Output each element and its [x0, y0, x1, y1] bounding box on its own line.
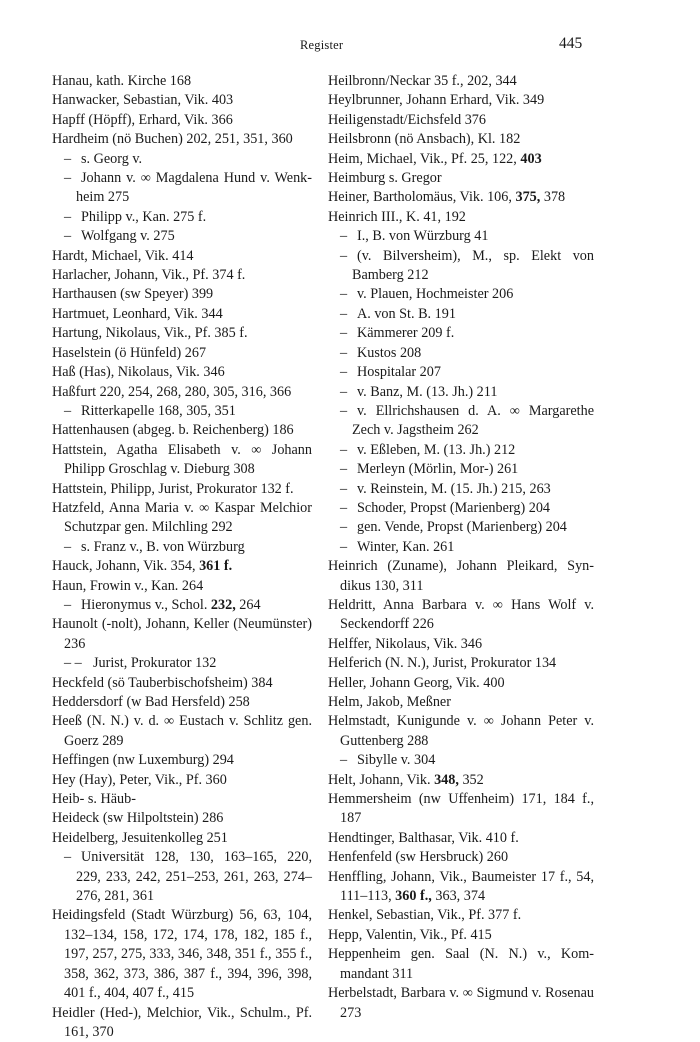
- index-entry: [52, 751, 312, 770]
- index-entry-text: Heideck (sw Hilpoltstein) 286: [52, 810, 223, 826]
- subentry-dash: –: [340, 285, 357, 304]
- subentry-dash: –: [64, 227, 81, 246]
- index-entry: [328, 790, 594, 829]
- index-entry: [328, 926, 594, 945]
- index-entry-text: 363, 374: [432, 888, 485, 904]
- index-entry: [328, 674, 594, 693]
- index-entry: [328, 635, 594, 654]
- index-entry-text: Hanwacker, Sebastian, Vik. 403: [52, 92, 233, 108]
- index-entry: [328, 868, 594, 907]
- index-entry: [328, 557, 594, 596]
- index-subentry: [52, 538, 312, 557]
- index-subentry: [52, 208, 312, 227]
- index-entry: [52, 363, 312, 382]
- index-entry-text: s. Franz v., B. von Würzburg: [81, 539, 245, 555]
- subentry-dash: –: [340, 324, 357, 343]
- index-entry: [328, 130, 594, 149]
- subentry-dash: –: [64, 596, 81, 615]
- index-entry-text: Heim, Michael, Vik., Pf. 25, 122,: [328, 151, 520, 167]
- index-entry-text: Merleyn (Mörlin, Mor-) 261: [357, 461, 518, 477]
- index-entry: [52, 130, 312, 149]
- index-column-left: [52, 72, 312, 1042]
- index-subentry: [52, 848, 312, 906]
- subentry-dash: –: [64, 848, 81, 867]
- index-subentry: [52, 227, 312, 246]
- index-entry-text: Heinrich (Zuname), Johann Pleikard, Syndikus 130, 311: [328, 558, 594, 593]
- index-entry-text: s. Georg v.: [81, 151, 142, 167]
- index-subentry: [328, 751, 594, 770]
- page-header: [0, 38, 700, 58]
- index-entry-text: Heckfeld (sö Tauberbischofsheim) 384: [52, 675, 273, 691]
- index-entry: [52, 499, 312, 538]
- index-entry-text: Heppenheim gen. Saal (N. N.) v., Kommandant 311: [328, 946, 594, 981]
- index-entry-text: Sibylle v. 304: [357, 752, 435, 768]
- index-subentry: [52, 402, 312, 421]
- page-number: 445: [559, 35, 582, 53]
- subentry-dash: –: [340, 499, 357, 518]
- index-entry: [52, 344, 312, 363]
- index-entry-text: 264: [236, 597, 261, 613]
- index-entry-text: Haßfurt 220, 254, 268, 280, 305, 316, 366: [52, 384, 291, 400]
- index-entry-text: Universität 128, 130, 163–165, 220, 229, 233, 242, 251–253, 261, 263, 274–276, 281, 361: [76, 849, 312, 904]
- subentry-dash: –: [340, 751, 357, 770]
- index-entry-text: Heffingen (nw Luxemburg) 294: [52, 752, 234, 768]
- index-entry-text: v. Plauen, Hochmeister 206: [357, 286, 513, 302]
- index-entry-text: Helffer, Nikolaus, Vik. 346: [328, 636, 482, 652]
- index-subentry: [328, 344, 594, 363]
- index-entry-text: Winter, Kan. 261: [357, 539, 454, 555]
- index-entry-text: v. Reinstein, M. (15. Jh.) 215, 263: [357, 481, 551, 497]
- index-entry-text: v. Banz, M. (13. Jh.) 211: [357, 384, 497, 400]
- index-entry-text: Henkel, Sebastian, Vik., Pf. 377 f.: [328, 907, 521, 923]
- subentry-dash: –: [64, 208, 81, 227]
- index-entry: [52, 441, 312, 480]
- index-column-right: [328, 72, 594, 1023]
- index-entry: [52, 383, 312, 402]
- index-entry-text: Heidingsfeld (Stadt Würzburg) 56, 63, 104, 132–134, 158, 172, 174, 178, 182, 185 f., 197, 257, 275, 333, 346, 348, 351 f., 355 f., 358, 362, 373, 386, 387 f., 394, 396, 398, 401 f., 404, 407 f., 415: [52, 907, 312, 1001]
- index-entry-text: Helferich (N. N.), Jurist, Prokurator 134: [328, 655, 556, 671]
- index-entry-text: Haunolt (-nolt), Johann, Keller (Neumünster) 236: [52, 616, 312, 651]
- index-entry-text: Helmstadt, Kunigunde v. ∞ Johann Peter v. Guttenberg 288: [328, 713, 594, 748]
- index-entry-text: Hospitalar 207: [357, 364, 441, 380]
- index-entry-text: Heib- s. Häub-: [52, 791, 136, 807]
- subentry-dash: –: [340, 227, 357, 246]
- index-entry: [328, 829, 594, 848]
- index-entry-text: I., B. von Würzburg 41: [357, 228, 488, 244]
- index-entry: [52, 91, 312, 110]
- index-entry-text: Helt, Johann, Vik.: [328, 772, 434, 788]
- index-entry-page-bold: 348,: [434, 772, 459, 788]
- index-subentry: [328, 383, 594, 402]
- index-entry-text: Henffling, Johann, Vik., Baumeister 17 f., 54, 111–113,: [328, 869, 594, 904]
- index-entry-text: Heller, Johann Georg, Vik. 400: [328, 675, 505, 691]
- index-entry-text: Hartmuet, Leonhard, Vik. 344: [52, 306, 223, 322]
- index-entry-text: Heilsbronn (nö Ansbach), Kl. 182: [328, 131, 520, 147]
- index-entry-text: Herbelstadt, Barbara v. ∞ Sigmund v. Rosenau 273: [328, 985, 594, 1020]
- index-entry-page-bold: 360 f.,: [395, 888, 432, 904]
- index-entry-text: Heimburg s. Gregor: [328, 170, 442, 186]
- index-entry-text: Hey (Hay), Peter, Vik., Pf. 360: [52, 772, 227, 788]
- index-entry: [52, 809, 312, 828]
- index-subentry: [328, 402, 594, 441]
- index-entry-text: Hatzfeld, Anna Maria v. ∞ Kaspar Melchior Schutzpar gen. Milchling 292: [52, 500, 312, 535]
- index-subentry: [328, 499, 594, 518]
- index-entry-text: Heidler (Hed-), Melchior, Vik., Schulm., Pf. 161, 370: [52, 1005, 312, 1040]
- subentry-dash: –: [340, 518, 357, 537]
- index-subentry: [328, 538, 594, 557]
- index-entry-text: Heldritt, Anna Barbara v. ∞ Hans Wolf v. Seckendorff 226: [328, 597, 594, 632]
- index-entry-text: Heinrich III., K. 41, 192: [328, 209, 466, 225]
- subentry-dash: –: [340, 383, 357, 402]
- index-subentry: [328, 227, 594, 246]
- index-entry: [52, 285, 312, 304]
- index-entry: [52, 305, 312, 324]
- index-entry-text: Harlacher, Johann, Vik., Pf. 374 f.: [52, 267, 245, 283]
- index-entry-text: Hattenhausen (abgeg. b. Reichenberg) 186: [52, 422, 294, 438]
- index-subentry: [52, 150, 312, 169]
- subentry-dash: – –: [64, 654, 93, 673]
- index-entry: [52, 1004, 312, 1042]
- index-subentry: [328, 363, 594, 382]
- index-entry-text: Hauck, Johann, Vik. 354,: [52, 558, 199, 574]
- index-entry: [328, 91, 594, 110]
- index-entry-text: Wolfgang v. 275: [81, 228, 175, 244]
- index-entry-text: A. von St. B. 191: [357, 306, 456, 322]
- index-entry-text: v. Eßleben, M. (13. Jh.) 212: [357, 442, 515, 458]
- index-entry-text: Haß (Has), Nikolaus, Vik. 346: [52, 364, 225, 380]
- index-subentry: [52, 169, 312, 208]
- index-entry: [52, 72, 312, 91]
- index-entry-text: Kustos 208: [357, 345, 421, 361]
- index-entry: [328, 712, 594, 751]
- index-entry-text: Harthausen (sw Speyer) 399: [52, 286, 213, 302]
- running-head: Register: [300, 38, 343, 53]
- index-entry: [52, 421, 312, 440]
- index-entry: [328, 208, 594, 227]
- index-entry-text: Haun, Frowin v., Kan. 264: [52, 578, 203, 594]
- index-entry: [328, 771, 594, 790]
- index-entry-text: gen. Vende, Propst (Marienberg) 204: [357, 519, 567, 535]
- index-entry: [52, 557, 312, 576]
- subentry-dash: –: [340, 441, 357, 460]
- index-entry: [328, 945, 594, 984]
- index-entry-text: Hanau, kath. Kirche 168: [52, 73, 191, 89]
- subentry-dash: –: [64, 402, 81, 421]
- index-subentry: [328, 285, 594, 304]
- subentry-dash: –: [340, 402, 357, 421]
- index-entry-text: Heddersdorf (w Bad Hersfeld) 258: [52, 694, 250, 710]
- index-entry-text: Helm, Jakob, Meßner: [328, 694, 451, 710]
- index-subentry: [328, 480, 594, 499]
- index-entry-text: Heylbrunner, Johann Erhard, Vik. 349: [328, 92, 544, 108]
- index-entry: [52, 674, 312, 693]
- index-entry-page-bold: 403: [520, 151, 541, 167]
- index-entry-text: Kämmerer 209 f.: [357, 325, 454, 341]
- index-entry-text: Haselstein (ö Hünfeld) 267: [52, 345, 206, 361]
- index-entry-text: Philipp v., Kan. 275 f.: [81, 209, 206, 225]
- index-entry: [52, 693, 312, 712]
- index-subentry: [52, 596, 312, 615]
- index-entry: [52, 577, 312, 596]
- subentry-dash: –: [340, 247, 357, 266]
- index-entry-text: Hapff (Höpff), Erhard, Vik. 366: [52, 112, 233, 128]
- index-entry: [52, 829, 312, 848]
- index-entry: [52, 324, 312, 343]
- index-entry: [328, 188, 594, 207]
- index-entry: [52, 790, 312, 809]
- index-entry-text: 352: [459, 772, 484, 788]
- index-entry-text: 378: [540, 189, 565, 205]
- index-entry: [52, 906, 312, 1003]
- index-entry-page-bold: 232,: [211, 597, 236, 613]
- index-entry-text: Johann v. ∞ Magdalena Hund v. Wenkheim 275: [76, 170, 312, 205]
- index-entry: [52, 712, 312, 751]
- subentry-dash: –: [64, 169, 81, 188]
- subentry-dash: –: [340, 480, 357, 499]
- index-subentry: [328, 247, 594, 286]
- index-entry: [328, 848, 594, 867]
- subentry-dash: –: [340, 538, 357, 557]
- index-entry: [328, 654, 594, 673]
- index-entry-text: Henfenfeld (sw Hersbruck) 260: [328, 849, 508, 865]
- index-entry-page-bold: 375,: [515, 189, 540, 205]
- index-entry: [328, 596, 594, 635]
- subentry-dash: –: [340, 363, 357, 382]
- index-entry: [328, 111, 594, 130]
- index-entry-page-bold: 361 f.: [199, 558, 232, 574]
- index-entry: [328, 984, 594, 1023]
- index-subentry: [328, 305, 594, 324]
- index-entry: [328, 72, 594, 91]
- index-subentry: [328, 441, 594, 460]
- subentry-dash: –: [64, 150, 81, 169]
- index-entry-text: Hartung, Nikolaus, Vik., Pf. 385 f.: [52, 325, 248, 341]
- index-entry-text: v. Ellrichshausen d. A. ∞ Margarethe Zech v. Jagstheim 262: [352, 403, 594, 438]
- index-entry-text: Heiligenstadt/Eichsfeld 376: [328, 112, 486, 128]
- index-entry-text: Schoder, Propst (Marienberg) 204: [357, 500, 550, 516]
- index-entry-text: Hardheim (nö Buchen) 202, 251, 351, 360: [52, 131, 293, 147]
- index-entry: [328, 169, 594, 188]
- index-subentry: [328, 460, 594, 479]
- subentry-dash: –: [340, 344, 357, 363]
- index-entry-text: Ritterkapelle 168, 305, 351: [81, 403, 236, 419]
- index-entry-text: Hendtinger, Balthasar, Vik. 410 f.: [328, 830, 519, 846]
- index-entry: [328, 693, 594, 712]
- index-entry-text: Jurist, Prokurator 132: [93, 655, 216, 671]
- index-entry-text: Hepp, Valentin, Vik., Pf. 415: [328, 927, 492, 943]
- index-entry-text: Hemmersheim (nw Uffenheim) 171, 184 f., 187: [328, 791, 594, 826]
- index-entry-text: (v. Bilversheim), M., sp. Elekt von Bamberg 212: [352, 248, 594, 283]
- index-subentry: [52, 654, 312, 673]
- index-entry: [52, 266, 312, 285]
- subentry-dash: –: [340, 460, 357, 479]
- index-entry-text: Hardt, Michael, Vik. 414: [52, 248, 194, 264]
- index-entry-text: Heiner, Bartholomäus, Vik. 106,: [328, 189, 515, 205]
- subentry-dash: –: [340, 305, 357, 324]
- index-subentry: [328, 324, 594, 343]
- index-entry: [52, 247, 312, 266]
- index-entry-text: Hattstein, Philipp, Jurist, Prokurator 132 f.: [52, 481, 294, 497]
- index-entry-text: Heeß (N. N.) v. d. ∞ Eustach v. Schlitz gen. Goerz 289: [52, 713, 312, 748]
- index-entry: [52, 771, 312, 790]
- index-entry: [328, 906, 594, 925]
- index-entry: [52, 480, 312, 499]
- subentry-dash: –: [64, 538, 81, 557]
- index-entry-text: Heidelberg, Jesuitenkolleg 251: [52, 830, 228, 846]
- index-entry: [52, 615, 312, 654]
- index-entry: [328, 150, 594, 169]
- index-subentry: [328, 518, 594, 537]
- index-entry-text: Hieronymus v., Schol.: [81, 597, 211, 613]
- index-entry-text: Heilbronn/Neckar 35 f., 202, 344: [328, 73, 517, 89]
- index-entry: [52, 111, 312, 130]
- index-entry-text: Hattstein, Agatha Elisabeth v. ∞ Johann Philipp Groschlag v. Dieburg 308: [52, 442, 312, 477]
